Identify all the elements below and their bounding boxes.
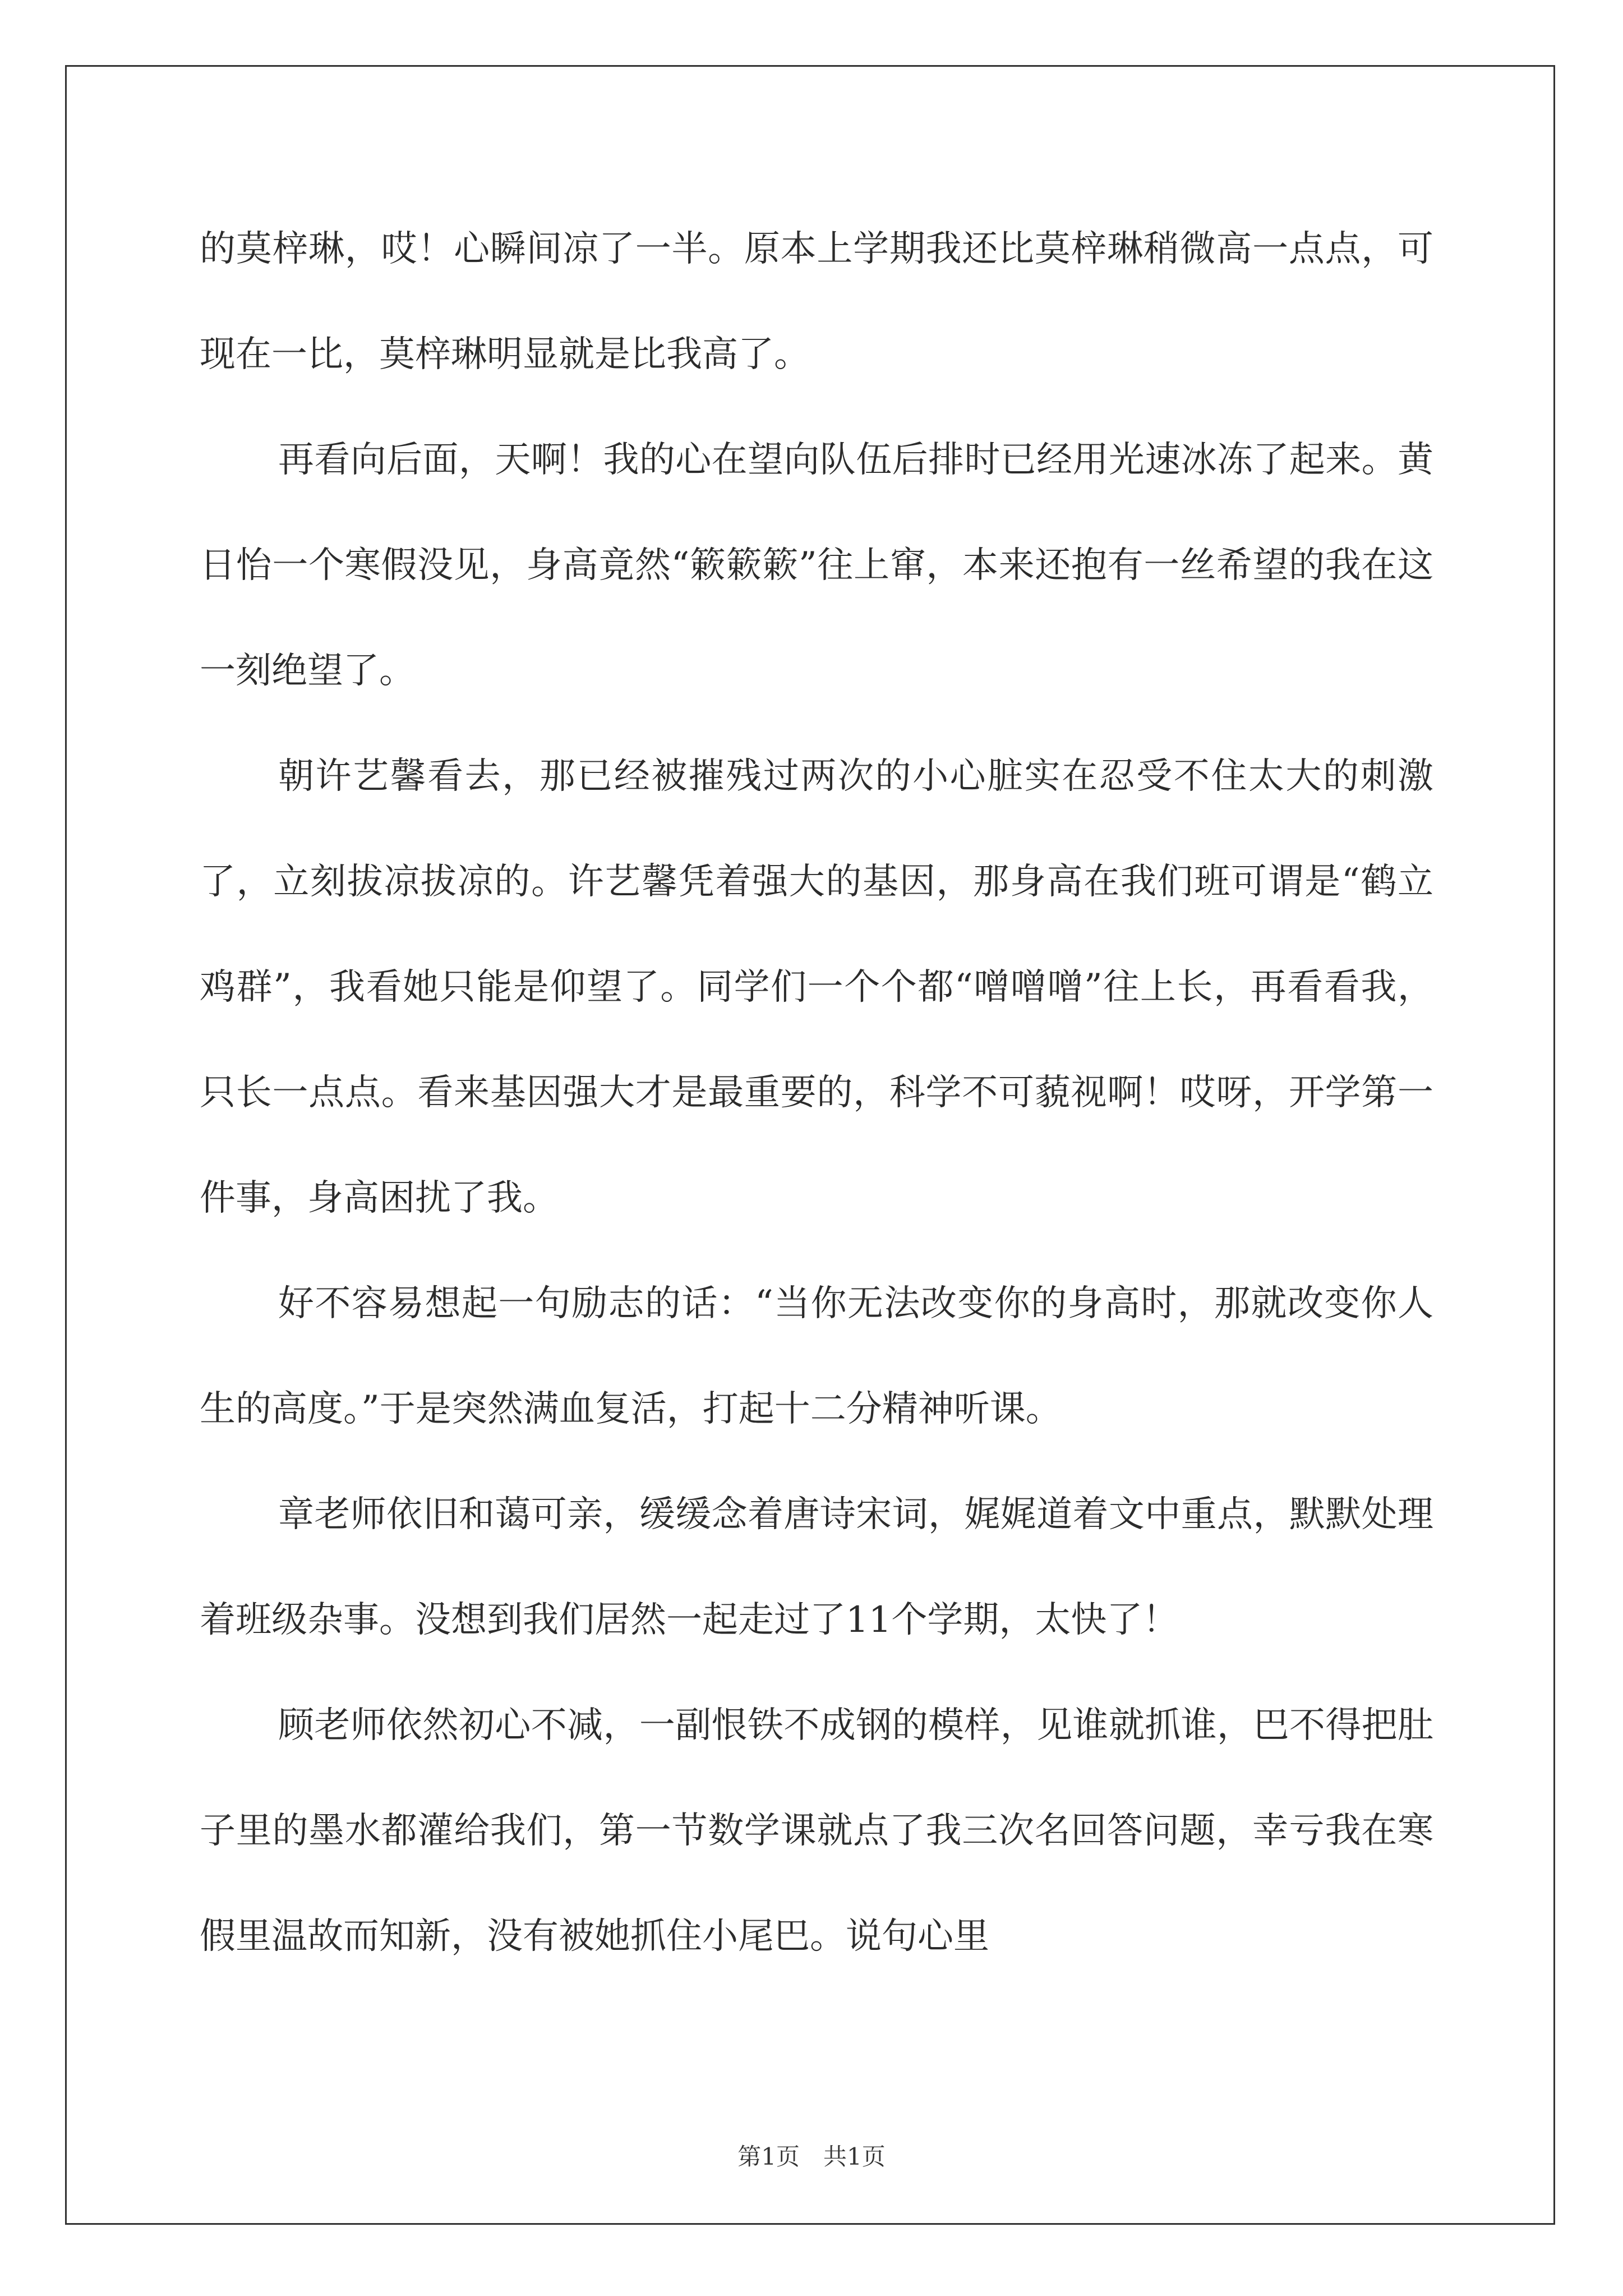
- paragraph-2: 再看向后面，天啊！我的心在望向队伍后排时已经用光速冰冻了起来。黄日怡一个寒假没见，身高竟然“簌簌簌”往上窜，本来还抱有一丝希望的我在这一刻绝望了。: [200, 439, 1433, 692]
- paragraph-6: 顾老师依然初心不减，一副恨铁不成钢的模样，见谁就抓谁，巴不得把肚子里的墨水都灌给我们，第一节数学课就点了我三次名回答问题，幸亏我在寒假里温故而知新，没有被她抓住小尾巴。说句心里: [200, 1705, 1433, 1957]
- paragraph-5: 章老师依旧和蔼可亲，缓缓念着唐诗宋词，娓娓道着文中重点，默默处理着班级杂事。没想到我们居然一起走过了11个学期，太快了！: [200, 1494, 1433, 1641]
- document-body: [200, 196, 1433, 1989]
- paragraph-3: 朝许艺馨看去，那已经被摧残过两次的小心脏实在忍受不住太大的刺激了，立刻拔凉拔凉的。许艺馨凭着强大的基因，那身高在我们班可谓是“鹤立鸡群”，我看她只能是仰望了。同学们一个个都“噌噌噌”往上长，再看看我，只长一点点。看来基因强大才是最重要的，科学不可藐视啊！哎呀，开学第一件事，身高困扰了我。: [200, 756, 1433, 1219]
- page-number-label: 第1页 共1页: [737, 2143, 886, 2170]
- paragraph-4: 好不容易想起一句励志的话：“当你无法改变你的身高时，那就改变你人生的高度。”于是突然满血复活，打起十二分精神听课。: [200, 1283, 1433, 1430]
- paragraph-1: 的莫梓琳，哎！心瞬间凉了一半。原本上学期我还比莫梓琳稍微高一点点，可现在一比，莫梓琳明显就是比我高了。: [200, 228, 1433, 375]
- page-footer: [0, 2140, 1623, 2174]
